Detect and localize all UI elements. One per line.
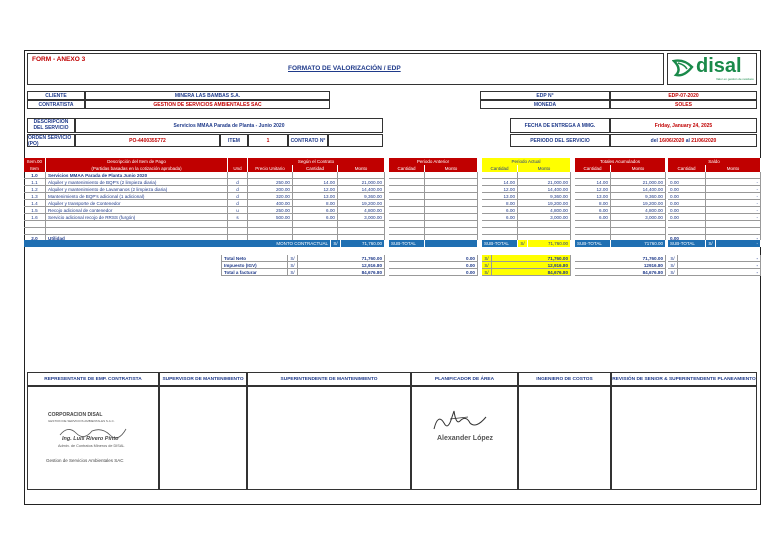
totals-value-saldo-neto: - xyxy=(678,255,761,262)
table-cell-c4: 13.00 xyxy=(575,193,611,200)
table-cell-c3 xyxy=(482,221,518,228)
table-cell-item: 1.2 xyxy=(24,186,46,193)
table-cell-und: u xyxy=(228,207,248,214)
table-cell-c4 xyxy=(575,228,611,235)
orden-value: PO-4400355772 xyxy=(75,134,220,147)
table-cell-und: d xyxy=(228,193,248,200)
subtotal-actual-value: 71,760.00 xyxy=(528,240,571,247)
table-cell-c2 xyxy=(389,172,425,179)
table-cell-und: d xyxy=(228,200,248,207)
table-cell-item: 1.3 xyxy=(24,193,46,200)
periodo-to: 21/06/2020 xyxy=(691,137,717,144)
contratista-label: CONTRATISTA xyxy=(27,100,85,109)
table-cell-m1: 9,360.00 xyxy=(338,193,385,200)
contratista-value: GESTION DE SERVICIOS AMBIENTALES SAC xyxy=(85,100,330,109)
stamp-sub: GESTION DE SERVICIOS AMBIENTALES S.A.C. xyxy=(48,419,115,423)
moneda-value: SOLES xyxy=(610,100,757,109)
monto-contractual-currency: S/ xyxy=(331,240,341,247)
th-periodo-anterior: Periodo Anterior xyxy=(389,158,478,165)
logo-text: disal xyxy=(696,55,742,77)
table-cell-m2 xyxy=(425,214,478,221)
th-monto5: Monto xyxy=(706,165,761,172)
table-cell-desc: Alquiler y mantenimiento de BQP's (2 limpieza diaria) xyxy=(46,179,228,186)
table-cell-c4: 8.00 xyxy=(575,200,611,207)
periodo-al: al xyxy=(685,137,690,144)
table-cell-m5: - xyxy=(706,193,761,200)
sig-head-revision: REVISIÓN DE SENIOR & SUPERINTENDENTE PLANEAMIENTO xyxy=(611,372,757,386)
stamp-company: CORPORACION DISAL xyxy=(48,412,103,418)
th-cant2: Cantidad xyxy=(389,165,425,172)
totals-currency: S/ xyxy=(482,255,492,262)
table-cell-c4: 14.00 xyxy=(575,179,611,186)
periodo-value xyxy=(610,134,757,147)
table-cell-und: s xyxy=(228,214,248,221)
table-cell-desc: Recojo adicional de contenedor xyxy=(46,207,228,214)
table-cell-m5: - xyxy=(706,200,761,207)
table-cell-m5: - xyxy=(706,207,761,214)
table-cell-item: 1.1 xyxy=(24,179,46,186)
table-cell-item: 1.4 xyxy=(24,200,46,207)
totals-value-contract-total: 84,676.80 xyxy=(298,269,385,276)
th-und: Und xyxy=(228,165,248,172)
table-cell-m3: 3,000.00 xyxy=(518,214,571,221)
totals-value-actual-igv: 12,916.80 xyxy=(492,262,571,269)
table-cell-pu: 500.00 xyxy=(248,214,293,221)
table-cell-c5 xyxy=(668,221,706,228)
totals-value-actual-neto: 71,760.00 xyxy=(492,255,571,262)
table-cell-m1 xyxy=(338,228,385,235)
table-cell-m1 xyxy=(338,172,385,179)
th-segun-contrato: Según el Contrato xyxy=(248,158,385,165)
subtotal-anterior-value xyxy=(425,240,478,247)
table-cell-m4: 14,400.00 xyxy=(611,186,666,193)
table-cell-m3 xyxy=(518,228,571,235)
monto-contractual-value: 71,760.00 xyxy=(341,240,385,247)
totals-value-contract-neto: 71,760.00 xyxy=(298,255,385,262)
table-cell-pu: 250.00 xyxy=(248,207,293,214)
table-cell-c3 xyxy=(482,172,518,179)
table-cell-item: 1.5 xyxy=(24,207,46,214)
totals-currency: S/ xyxy=(288,269,298,276)
item-label: ITEM xyxy=(220,134,248,147)
totals-label-total: Total a facturar xyxy=(221,269,288,276)
sig-cell-supervisor xyxy=(159,386,247,490)
sig-cell-revision xyxy=(611,386,757,490)
table-cell-m3 xyxy=(518,172,571,179)
th-pu: Precio Unitario xyxy=(248,165,293,172)
table-cell-c2 xyxy=(389,193,425,200)
table-cell-desc: Mantenimiento de BQP's adicional (1 adicional) xyxy=(46,193,228,200)
th-descripcion: Descripción del Item de Pago xyxy=(46,158,228,165)
table-cell-c5: 0.00 xyxy=(668,186,706,193)
table-cell-c2 xyxy=(389,200,425,207)
table-cell-c4: 12.00 xyxy=(575,186,611,193)
table-cell-und xyxy=(228,172,248,179)
totals-value-anterior-total: 0.00 xyxy=(389,269,478,276)
table-cell-c1 xyxy=(293,172,338,179)
table-cell-c4 xyxy=(575,221,611,228)
table-cell-m4: 21,000.00 xyxy=(611,179,666,186)
contrato-value xyxy=(328,134,383,147)
table-cell-m1: 4,800.00 xyxy=(338,207,385,214)
table-cell-pu xyxy=(248,172,293,179)
totals-value-anterior-neto: 0.00 xyxy=(389,255,478,262)
table-cell-m4 xyxy=(611,172,666,179)
table-cell-m1: 19,200.00 xyxy=(338,200,385,207)
totals-currency: S/ xyxy=(482,262,492,269)
table-cell-pu: 250.00 xyxy=(248,179,293,186)
table-cell-c5: 0.00 xyxy=(668,207,706,214)
totals-currency: S/ xyxy=(668,262,678,269)
table-cell-desc: Utilidad xyxy=(46,235,228,242)
th-desc: (Partidas basadas en la cotización aprobada) xyxy=(46,165,228,172)
edp-label: EDP N° xyxy=(480,91,610,100)
table-cell-m5: - xyxy=(706,214,761,221)
totals-value-anterior-igv: 0.00 xyxy=(389,262,478,269)
totals-value-acumulado-igv: 12916.80 xyxy=(575,262,666,269)
subtotal-acumulado-value: 71760.00 xyxy=(611,240,666,247)
th-periodo-actual: Periodo Actual xyxy=(482,158,571,165)
table-cell-m5 xyxy=(706,172,761,179)
table-cell-m2 xyxy=(425,179,478,186)
table-cell-pu xyxy=(248,221,293,228)
sig-head-superintendente: SUPERINTENDENTE DE MANTENIMIENTO xyxy=(247,372,411,386)
table-cell-m5: - xyxy=(706,179,761,186)
totals-value-contract-igv: 12,916.80 xyxy=(298,262,385,269)
table-cell-m2 xyxy=(425,207,478,214)
sig-cell-representante xyxy=(27,386,159,490)
table-cell-c1: 12.00 xyxy=(293,186,338,193)
table-cell-desc xyxy=(46,228,228,235)
table-cell-c1: 13.00 xyxy=(293,193,338,200)
table-cell-m4: 9,360.00 xyxy=(611,193,666,200)
table-cell-item: 1.6 xyxy=(24,214,46,221)
item-value: 1 xyxy=(248,134,288,147)
table-cell-c3: 12.00 xyxy=(482,186,518,193)
th-saldo: Saldo xyxy=(668,158,761,165)
th-cant1: Cantidad xyxy=(293,165,338,172)
th-item: Item xyxy=(24,165,46,172)
table-cell-desc: Servicio adicional recojo de RRSS (furgón) xyxy=(46,214,228,221)
table-cell-m5 xyxy=(706,228,761,235)
table-cell-m4: 19,200.00 xyxy=(611,200,666,207)
moneda-label: MONEDA xyxy=(480,100,610,109)
table-cell-c1: 6.00 xyxy=(293,214,338,221)
stamp-role: Admin. de Contratos Mineros de DISAL xyxy=(58,444,125,448)
table-cell-c4: 6.00 xyxy=(575,207,611,214)
table-cell-c3: 6.00 xyxy=(482,207,518,214)
th-monto4: Monto xyxy=(611,165,666,172)
cliente-label: CLIENTE xyxy=(27,91,85,100)
fecha-value: Friday, January 24, 2025 xyxy=(610,118,757,133)
table-cell-m4: 3,000.00 xyxy=(611,214,666,221)
table-cell-c5: 0.00 xyxy=(668,235,706,242)
table-cell-und xyxy=(228,221,248,228)
table-cell-c1: 8.00 xyxy=(293,200,338,207)
th-cant4: Cantidad xyxy=(575,165,611,172)
table-cell-desc: Alquiler y mantenimiento de Lavamanos (2 limpieza diaria) xyxy=(46,186,228,193)
table-cell-c2 xyxy=(389,179,425,186)
totals-label-neto: Total Neto xyxy=(221,255,288,262)
table-cell-pu: 400.00 xyxy=(248,200,293,207)
table-cell-c2 xyxy=(389,186,425,193)
table-cell-m2 xyxy=(425,221,478,228)
th-und-blank xyxy=(228,158,248,165)
orden-label: ORDEN SERVICIO (PO) xyxy=(27,134,75,147)
table-cell-m3: 14,400.00 xyxy=(518,186,571,193)
table-cell-item: 2.0 xyxy=(24,235,46,242)
table-cell-m2 xyxy=(425,172,478,179)
totals-value-saldo-total: - xyxy=(678,269,761,276)
totals-currency: S/ xyxy=(288,255,298,262)
table-cell-m4 xyxy=(611,221,666,228)
table-cell-c4: 6.00 xyxy=(575,214,611,221)
table-cell-desc: Alquiler y transporte de Contenedor xyxy=(46,200,228,207)
table-cell-m1: 3,000.00 xyxy=(338,214,385,221)
stamp-name: Ing. Luis Rivero Pinto xyxy=(62,436,119,442)
sig-cell-ingeniero xyxy=(518,386,611,490)
document-title: FORMATO DE VALORIZACIÓN / EDP xyxy=(288,65,401,72)
periodo-label: PERIODO DEL SERVICIO xyxy=(510,134,610,147)
table-cell-m5 xyxy=(706,221,761,228)
table-cell-c2 xyxy=(389,214,425,221)
planificador-signature-icon xyxy=(430,407,490,435)
totals-currency: S/ xyxy=(668,269,678,276)
table-cell-m2 xyxy=(425,200,478,207)
th-monto3: Monto xyxy=(518,165,571,172)
table-cell-m3: 19,200.00 xyxy=(518,200,571,207)
totals-currency: S/ xyxy=(288,262,298,269)
descripcion-value: Servicios MMAA Parada de Planta - Junio 2020 xyxy=(75,118,383,133)
table-cell-c3: 14.00 xyxy=(482,179,518,186)
periodo-del: del xyxy=(650,137,658,144)
periodo-from: 16/06/2020 xyxy=(659,137,685,144)
table-cell-c4 xyxy=(575,172,611,179)
table-cell-item xyxy=(24,221,46,228)
table-cell-und: d xyxy=(228,179,248,186)
totals-currency: S/ xyxy=(668,255,678,262)
th-monto2: Monto xyxy=(425,165,478,172)
table-cell-pu xyxy=(248,228,293,235)
table-cell-m1: 21,000.00 xyxy=(338,179,385,186)
planificador-name: Alexander López xyxy=(437,435,494,442)
form-label: FORM - ANEXO 3 xyxy=(32,56,86,63)
totals-value-saldo-igv: - xyxy=(678,262,761,269)
disal-leaf-icon xyxy=(672,57,696,79)
table-cell-m5: - xyxy=(706,186,761,193)
table-cell-m4: 4,800.00 xyxy=(611,207,666,214)
totals-value-actual-total: 84,676.80 xyxy=(492,269,571,276)
subtotal-saldo-currency: S/ xyxy=(706,240,716,247)
th-monto1: Monto xyxy=(338,165,385,172)
totals-value-acumulado-total: 84,676.80 xyxy=(575,269,666,276)
sig-head-ingeniero: INGENIERO DE COSTOS xyxy=(518,372,611,386)
subtotal-actual-label: SUB-TOTAL xyxy=(482,240,518,247)
th-cant3: Cantidad xyxy=(482,165,518,172)
table-cell-c3: 6.00 xyxy=(482,214,518,221)
table-cell-pu: 200.00 xyxy=(248,186,293,193)
table-cell-pu: 320.00 xyxy=(248,193,293,200)
table-cell-m3: 4,800.00 xyxy=(518,207,571,214)
table-cell-item xyxy=(24,228,46,235)
table-cell-desc xyxy=(46,221,228,228)
table-cell-m2 xyxy=(425,193,478,200)
table-cell-c2 xyxy=(389,221,425,228)
subtotal-actual-currency: S/ xyxy=(518,240,528,247)
subtotal-acumulado-label: SUB-TOTAL xyxy=(575,240,611,247)
table-cell-m4 xyxy=(611,228,666,235)
table-cell-c3 xyxy=(482,228,518,235)
logo-box xyxy=(667,53,757,85)
descripcion-label: DESCRIPCIÓN DEL SERVICIO xyxy=(27,118,75,133)
totals-currency: S/ xyxy=(482,269,492,276)
logo-tagline: Valor en gestión de residuos xyxy=(716,77,754,81)
contrato-label: CONTRATO N° xyxy=(288,134,328,147)
table-cell-c5 xyxy=(668,172,706,179)
table-cell-c1: 6.00 xyxy=(293,207,338,214)
table-cell-und xyxy=(228,228,248,235)
sig-cell-planificador xyxy=(411,386,518,490)
cliente-value: MINERA LAS BAMBAS S.A. xyxy=(85,91,330,100)
edp-value: EDP-07-2020 xyxy=(610,91,757,100)
table-cell-m5: - xyxy=(706,235,761,242)
th-totales-acumulados: Totales Acumulados xyxy=(575,158,666,165)
totals-value-acumulado-neto: 71,760.00 xyxy=(575,255,666,262)
subtotal-saldo-value: - xyxy=(716,240,761,247)
monto-contractual-label: MONTO CONTRACTUAL xyxy=(24,240,331,247)
table-cell-c5: 0.00 xyxy=(668,214,706,221)
table-cell-c2 xyxy=(389,207,425,214)
sig-head-supervisor: SUPERVISOR DE MANTENIMIENTO xyxy=(159,372,247,386)
totals-label-igv: Impuesto (IGV) xyxy=(221,262,288,269)
stamp-footer: Gestion de Servicios Ambientales SAC xyxy=(46,458,124,463)
subtotal-anterior-label: SUB-TOTAL xyxy=(389,240,425,247)
table-cell-c5: 0.00 xyxy=(668,179,706,186)
table-cell-desc: Servicios MMAA Parada de Planta Junio 2020 xyxy=(46,172,228,179)
sig-head-representante: REPRESENTANTE DE EMP. CONTRATISTA xyxy=(27,372,159,386)
table-cell-c5: 0.00 xyxy=(668,200,706,207)
th-cant5: Cantidad xyxy=(668,165,706,172)
table-cell-c1: 14.00 xyxy=(293,179,338,186)
table-cell-item: 1.0 xyxy=(24,172,46,179)
sig-head-planificador: PLANIFICADOR DE ÁREA xyxy=(411,372,518,386)
table-cell-c5: 0.00 xyxy=(668,193,706,200)
sig-cell-superintendente xyxy=(247,386,411,490)
table-cell-und: d xyxy=(228,186,248,193)
table-cell-m2 xyxy=(425,228,478,235)
table-cell-c2 xyxy=(389,228,425,235)
table-cell-m3: 9,360.00 xyxy=(518,193,571,200)
table-cell-m1: 14,400.00 xyxy=(338,186,385,193)
fecha-label: FECHA DE ENTREGA A MMG. xyxy=(510,118,610,133)
table-cell-m1 xyxy=(338,221,385,228)
subtotal-saldo-label: SUB-TOTAL xyxy=(668,240,706,247)
table-cell-c3: 13.00 xyxy=(482,193,518,200)
th-item-cut: Item.00 xyxy=(24,158,46,165)
table-cell-m2 xyxy=(425,186,478,193)
table-cell-c3: 8.00 xyxy=(482,200,518,207)
table-cell-c5 xyxy=(668,228,706,235)
table-cell-m3: 21,000.00 xyxy=(518,179,571,186)
table-cell-c1 xyxy=(293,228,338,235)
table-cell-c1 xyxy=(293,221,338,228)
table-cell-m3 xyxy=(518,221,571,228)
